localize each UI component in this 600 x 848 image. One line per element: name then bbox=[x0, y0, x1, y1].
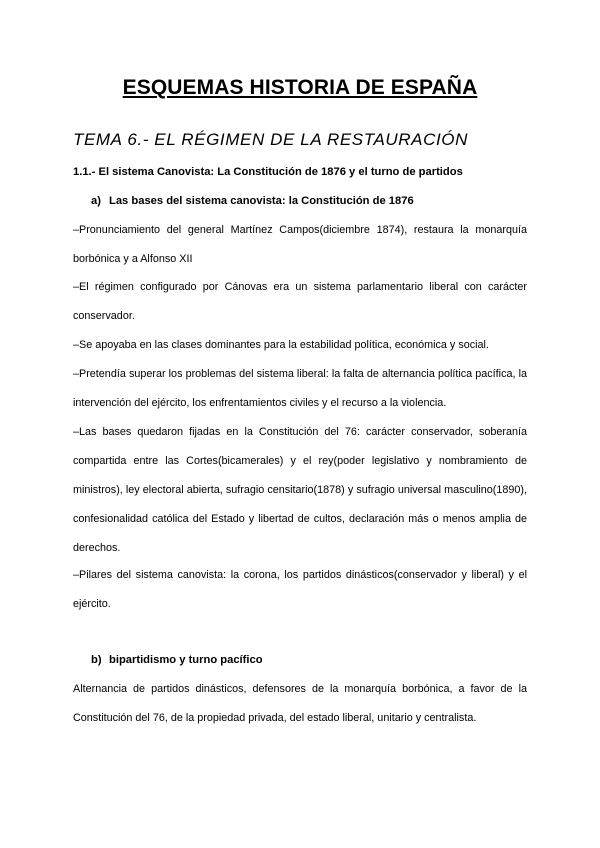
document-title: ESQUEMAS HISTORIA DE ESPAÑA bbox=[122, 76, 478, 99]
paragraph: –Las bases quedaron fijadas en la Constitución del 76: carácter conservador, soberanía compartida entre las Cortes(bicamerales) y el rey(poder legislativo y nombramiento de ministros), ley electoral abierta, sufragio censitario(1878) y sufragio universal masculino(1890), confesionalidad católica del Estado y libertad de cultos, declaración más o menos amplia de derechos. bbox=[73, 426, 527, 554]
subsection-a-heading bbox=[91, 195, 414, 207]
paragraph: –Pretendía superar los problemas del sistema liberal: la falta de alternancia política pacífica, la intervención del ejército, los enfrentamientos civiles y el recurso a la violencia. bbox=[73, 368, 527, 409]
paragraph: –Pronunciamiento del general Martínez Campos(diciembre 1874), restaura la monarquía borbónica y a Alfonso XII bbox=[73, 224, 527, 265]
paragraph: –Pilares del sistema canovista: la corona, los partidos dinásticos(conservador y liberal) y el ejército. bbox=[73, 569, 527, 610]
subsection-marker: a) bbox=[91, 195, 101, 207]
tema-title: TEMA 6.- EL RÉGIMEN DE LA RESTAURACIÓN bbox=[73, 130, 468, 149]
subsection-title: Las bases del sistema canovista: la Constitución de 1876 bbox=[109, 195, 414, 207]
paragraph: –Se apoyaba en las clases dominantes para la estabilidad política, económica y social. bbox=[73, 339, 489, 351]
section-title: 1.1.- El sistema Canovista: La Constitución de 1876 y el turno de partidos bbox=[73, 166, 463, 178]
subsection-b-heading bbox=[91, 654, 263, 666]
paragraph: Alternancia de partidos dinásticos, defensores de la monarquía borbónica, a favor de la Constitución del 76, de la propiedad privada, del estado liberal, unitario y centralista. bbox=[73, 683, 527, 724]
subsection-marker: b) bbox=[91, 654, 102, 666]
subsection-title: bipartidismo y turno pacífico bbox=[109, 654, 263, 666]
paragraph: –El régimen configurado por Cánovas era un sistema parlamentario liberal con carácter conservador. bbox=[73, 281, 527, 322]
